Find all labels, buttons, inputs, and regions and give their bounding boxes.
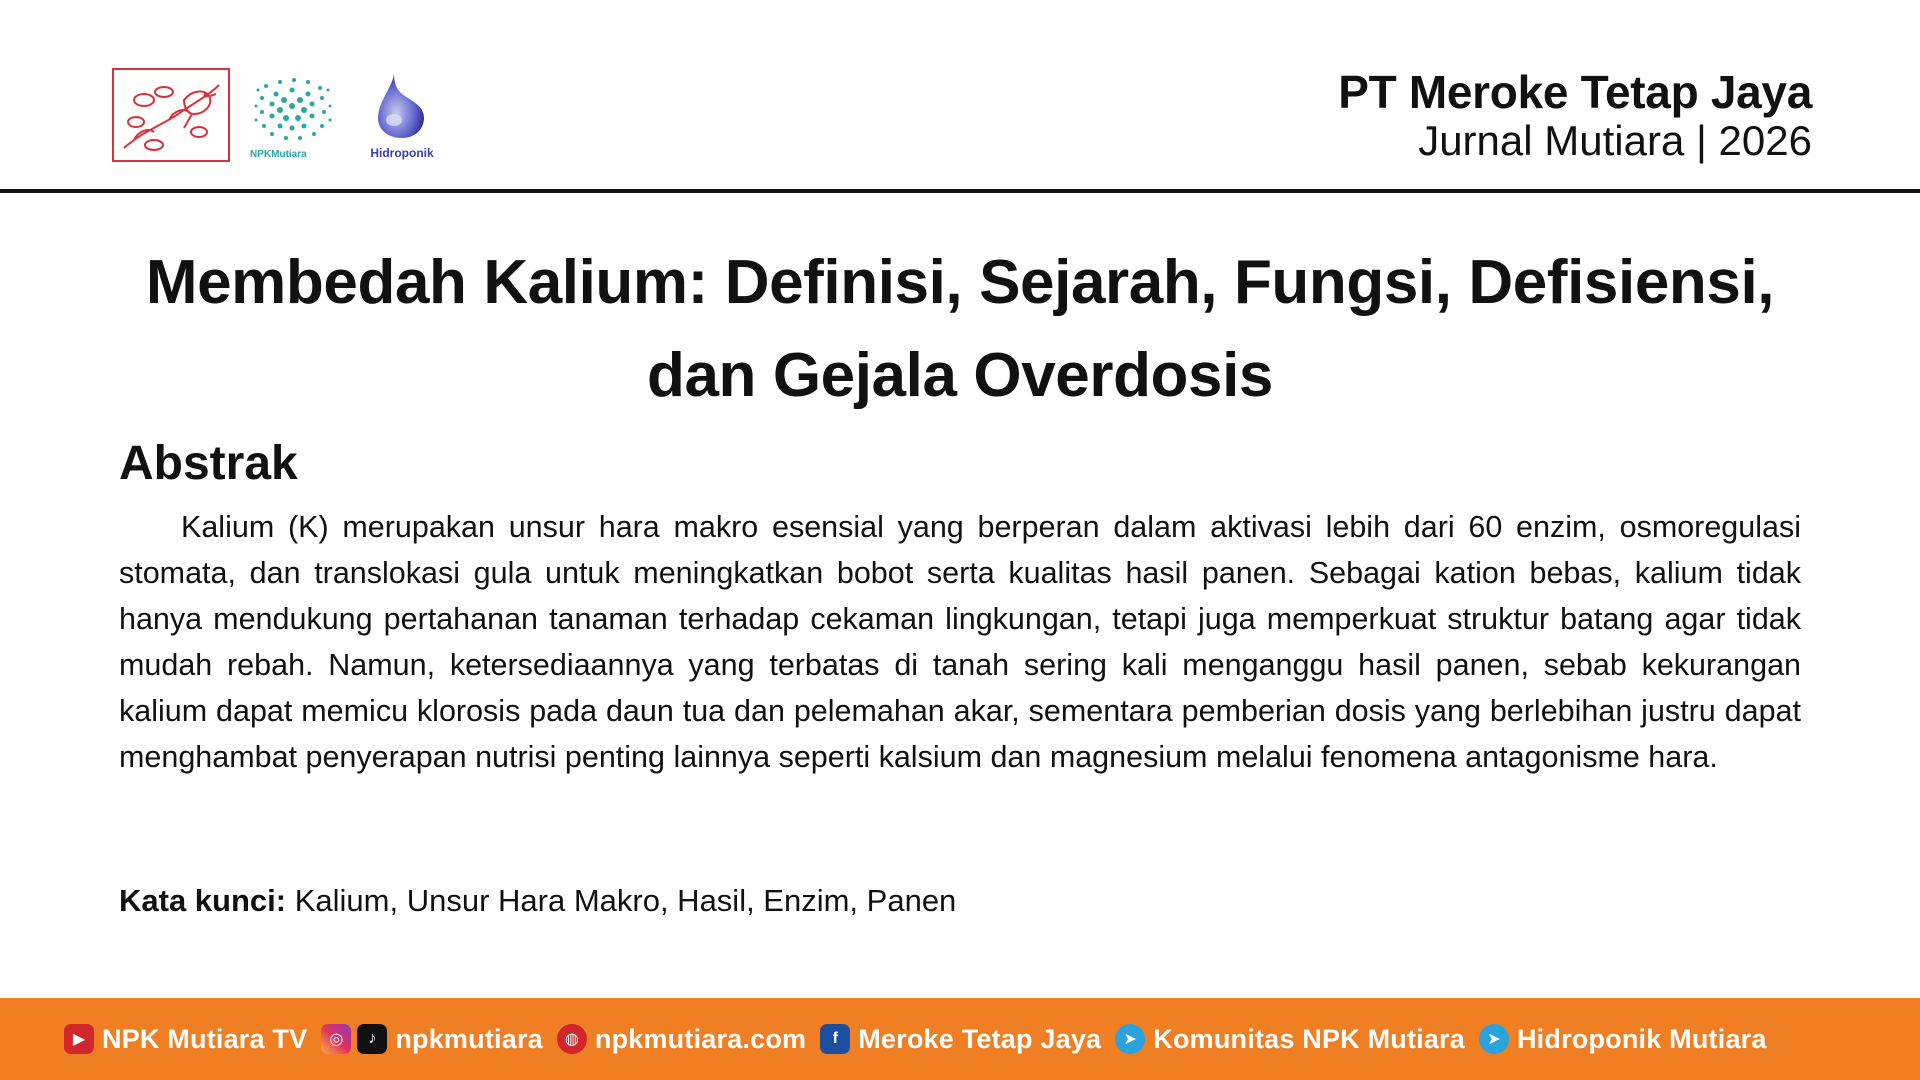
npk-mutiara-logo xyxy=(250,70,334,162)
footer-item-instagram-tiktok[interactable] xyxy=(321,1024,543,1055)
company-block xyxy=(1338,66,1812,164)
footer-item-youtube[interactable] xyxy=(64,1024,307,1055)
footer-label: Hidroponik Mutiara xyxy=(1516,1023,1767,1054)
hidroponik-logo xyxy=(362,70,442,162)
footer-item-facebook[interactable] xyxy=(820,1024,1101,1055)
footer-label: Komunitas NPK Mutiara xyxy=(1153,1023,1465,1054)
website-icon: ◍ xyxy=(557,1024,587,1054)
footer-item-website[interactable] xyxy=(557,1024,806,1055)
telegram-icon: ➤ xyxy=(1115,1024,1145,1054)
bird-emblem-logo xyxy=(112,68,230,162)
instagram-icon: ◎ xyxy=(321,1024,351,1054)
youtube-icon: ▶ xyxy=(64,1024,94,1054)
keywords-line xyxy=(119,878,956,924)
article-title-line-1: Membedah Kalium: Definisi, Sejarah, Fungsi, Defisiensi, xyxy=(145,248,1775,317)
abstract-heading: Abstrak xyxy=(119,437,298,490)
abstract-paragraph: Kalium (K) merupakan unsur hara makro esensial yang berperan dalam aktivasi lebih dari 60 enzim, osmoregulasi stomata, dan translokasi gula untuk meningkatkan bobot serta kualitas hasil panen. Sebagai kation bebas, kalium tidak hanya mendukung pertahanan tanaman terhadap cekaman lingkungan, tetapi juga memperkuat struktur batang agar tidak mudah rebah. Namun, ketersediaannya yang terbatas di tanah sering kali menganggu hasil panen, sebab kekurangan kalium dapat memicu klorosis pada daun tua dan pelemahan akar, sementara pemberian dosis yang berlebihan justru dapat menghambat penyerapan nutrisi penting lainnya seperti kalsium dan magnesium melalui fenomena antagonisme hara. xyxy=(119,510,1801,774)
footer-label: npkmutiara xyxy=(395,1023,543,1054)
company-name: PT Meroke Tetap Jaya xyxy=(1338,66,1812,118)
hidroponik-logo-text: Hidroponik xyxy=(370,146,434,160)
footer-item-telegram-hidroponik[interactable] xyxy=(1479,1024,1767,1055)
keywords-label: Kata kunci: xyxy=(119,883,287,918)
footer-label: npkmutiara.com xyxy=(594,1023,807,1054)
facebook-icon: f xyxy=(820,1024,850,1054)
social-footer xyxy=(0,998,1920,1080)
journal-line: Jurnal Mutiara | 2026 xyxy=(1418,117,1812,164)
document-header xyxy=(0,0,1920,193)
keywords-value: Kalium, Unsur Hara Makro, Hasil, Enzim, Panen xyxy=(294,883,957,918)
telegram-icon: ➤ xyxy=(1479,1024,1509,1054)
tiktok-icon: ♪ xyxy=(357,1024,387,1054)
footer-label: NPK Mutiara TV xyxy=(102,1023,308,1054)
footer-label: Meroke Tetap Jaya xyxy=(858,1023,1102,1054)
article-title xyxy=(110,236,1810,422)
header-divider xyxy=(0,189,1920,193)
footer-item-telegram-community[interactable] xyxy=(1115,1024,1465,1055)
article-title-line-2: dan Gejala Overdosis xyxy=(646,341,1274,410)
npk-mutiara-logo-text: NPKMutiara xyxy=(250,149,307,160)
